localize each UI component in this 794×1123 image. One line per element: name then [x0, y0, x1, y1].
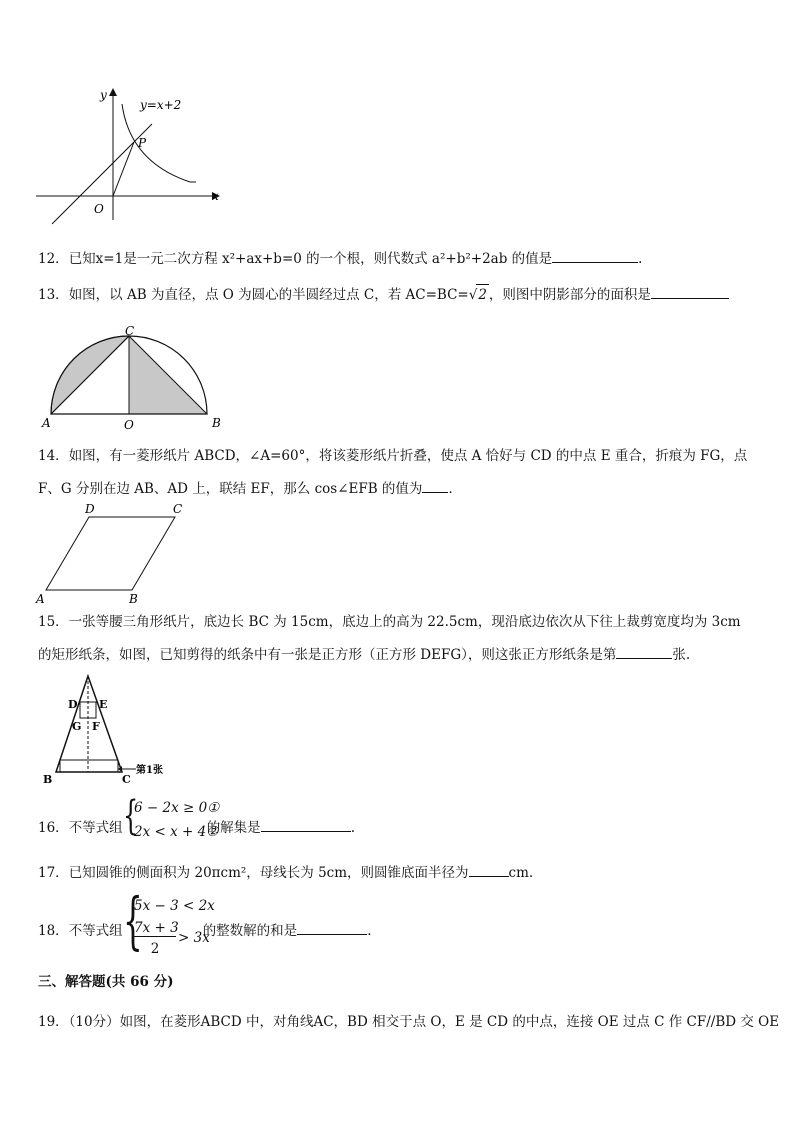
- label-p: P: [138, 136, 147, 150]
- question-19: [38, 1012, 779, 1032]
- q14-end: ．: [448, 481, 462, 497]
- q18-answer-blank[interactable]: [297, 920, 367, 935]
- label-f: F: [92, 720, 100, 733]
- triangle-abc: [56, 676, 122, 772]
- q18-text-a: 不等式组: [68, 923, 123, 939]
- label-a: A: [36, 592, 45, 606]
- question-17: [38, 862, 533, 883]
- question-15-line2: [38, 644, 690, 665]
- q16-text-a: 不等式组: [68, 820, 123, 836]
- label-o: O: [124, 418, 134, 432]
- q14-line2: F、G 分别在边 AB、AD 上，联结 EF，那么 cos∠EFB 的值为: [38, 481, 423, 497]
- q17-end: cm.: [508, 865, 534, 881]
- q12-end: .: [638, 251, 643, 267]
- q15-number: 15．: [38, 614, 69, 630]
- q16-number: 16．: [38, 820, 69, 836]
- label-c: C: [173, 502, 183, 516]
- q14-line1: 如图，有一菱形纸片 ABCD，∠A=60°，将该菱形纸片折叠，使点 A 恰好与 CD 的中点 E 重合，折痕为 FG，点: [68, 448, 748, 464]
- q17-answer-blank[interactable]: [469, 862, 509, 877]
- q13-answer-blank[interactable]: [651, 284, 729, 299]
- segment-op: [113, 142, 134, 196]
- q13-text-a: 如图，以 AB 为直径，点 O 为圆心的半圆经过点 C，若 AC=BC=: [68, 287, 469, 303]
- q13-sqrt-value: 2: [476, 284, 489, 305]
- question-14-line1: [38, 446, 747, 466]
- q16-inequality-2: 2x < x + 4②: [134, 824, 219, 840]
- q19-text: （10分）如图，在菱形ABCD 中，对角线AC，BD 相交于点 O，E 是 CD 的中点，连接 OE 过点 C 作 CF//BD 交 OE: [68, 1014, 780, 1030]
- q18-inequality-2-rest: > 3x: [178, 930, 210, 946]
- q14-answer-blank[interactable]: [422, 478, 448, 493]
- label-o: O: [94, 202, 104, 216]
- q13-text-b: ，则图中阴影部分的面积是: [488, 287, 651, 303]
- q17-text: 已知圆锥的侧面积为 20πcm²，母线长为 5cm，则圆锥底面半径为: [68, 865, 469, 881]
- label-a: A: [42, 416, 51, 430]
- label-x: x: [212, 189, 219, 203]
- section-3-heading: 三、解答题(共 66 分): [38, 974, 174, 990]
- q12-number: 12．: [38, 251, 69, 267]
- q18-fraction-denominator: 2: [150, 941, 160, 957]
- label-d: D: [85, 502, 95, 516]
- q16-brace: {: [123, 793, 139, 839]
- square-defg: [80, 702, 96, 718]
- label-c: C: [125, 326, 135, 338]
- label-b: B: [212, 416, 221, 430]
- q16-end: .: [350, 820, 355, 836]
- figure-q15-triangle: [38, 672, 178, 786]
- q12-answer-blank[interactable]: [552, 248, 638, 263]
- figure-q13-semicircle: [36, 326, 236, 432]
- label-d: D: [68, 698, 78, 711]
- q15-line2-a: 的矩形纸条，如图，已知剪得的纸条中有一张是正方形（正方形 DEFG），则这张正方形纸条是第: [38, 647, 617, 663]
- q15-answer-blank[interactable]: [616, 644, 672, 659]
- q16-answer-blank[interactable]: [261, 817, 351, 832]
- figure-q14-rhombus: [32, 500, 200, 606]
- label-b: B: [43, 773, 53, 786]
- question-14-line2: [38, 478, 462, 499]
- q18-end: .: [367, 923, 372, 939]
- q16-inequality-1: 6 − 2x ≥ 0①: [134, 800, 220, 816]
- q16-text-b: 的解集是: [206, 820, 261, 836]
- q14-number: 14．: [38, 448, 69, 464]
- question-15-line1: [38, 612, 741, 632]
- q12-text: 已知x=1是一元二次方程 x²+ax+b=0 的一个根，则代数式 a²+b²+2ab 的值是: [68, 251, 553, 267]
- question-13: 13．如图，以 AB 为直径，点 O 为圆心的半圆经过点 C，若 AC=BC=√2 ，则图中阴影部分的面积是: [38, 284, 729, 305]
- label-c: C: [122, 773, 131, 786]
- label-curve: y=x+2: [140, 98, 182, 112]
- q18-fraction-numerator: 7x + 3: [134, 920, 179, 936]
- q15-line2-b: 张.: [672, 647, 691, 663]
- figure-q11-graph: [30, 82, 230, 232]
- label-g: G: [72, 720, 82, 733]
- label-e: E: [99, 698, 108, 711]
- strip-label: 第1张: [136, 765, 163, 776]
- q17-number: 17．: [38, 865, 69, 881]
- y-axis-arrow: [109, 88, 117, 96]
- rhombus-abcd: [46, 517, 175, 590]
- q19-number: 19．: [38, 1014, 69, 1030]
- label-b: B: [129, 592, 138, 606]
- q15-line1: 一张等腰三角形纸片，底边长 BC 为 15cm，底边上的高为 22.5cm，现沿底边依次从下往上裁剪宽度均为 3cm: [68, 614, 741, 630]
- q18-inequality-1: 5x − 3 < 2x: [134, 898, 215, 914]
- q18-text-b: 的整数解的和是: [202, 923, 298, 939]
- q18-brace: {: [123, 884, 143, 957]
- q13-number: 13．: [38, 287, 69, 303]
- label-y: y: [100, 88, 107, 102]
- q18-number: 18．: [38, 923, 69, 939]
- question-12: [38, 248, 642, 269]
